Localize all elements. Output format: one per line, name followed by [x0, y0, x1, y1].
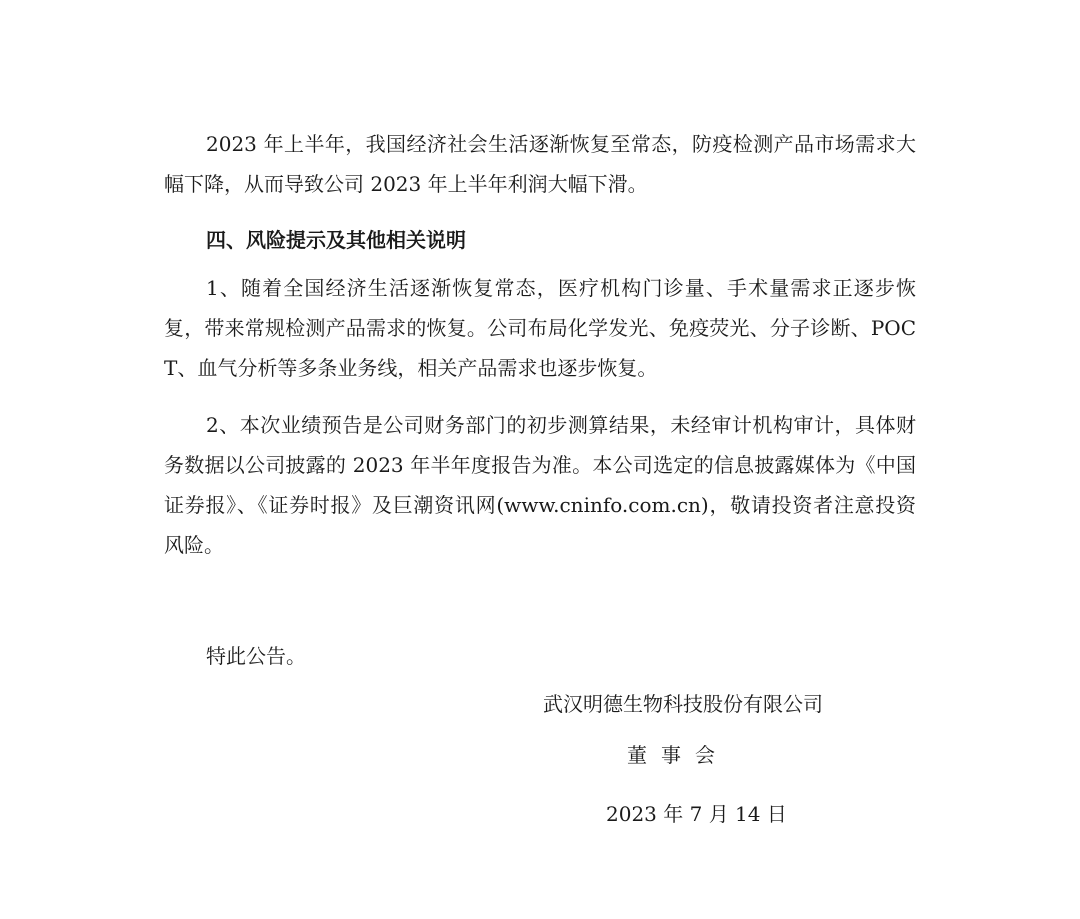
closing-statement: 特此公告。	[206, 644, 306, 668]
risk-item-2: 2、本次业绩预告是公司财务部门的初步测算结果，未经审计机构审计，具体财务数据以公司披露的 2023 年半年度报告为准。本公司选定的信息披露媒体为《中国证券报》、《证券时报》及巨潮资讯网(www.cninfo.com.cn)，敬请投资者注意投资风险。	[164, 413, 916, 557]
paragraph-profit-decline: 2023 年上半年，我国经济社会生活逐渐恢复至常态，防疫检测产品市场需求大幅下降，从而导致公司 2023 年上半年利润大幅下滑。	[164, 132, 916, 196]
company-name: 武汉明德生物科技股份有限公司	[543, 692, 823, 716]
announcement-date: 2023 年 7 月 14 日	[606, 802, 787, 826]
risk-item-1: 1、随着全国经济生活逐渐恢复常态，医疗机构门诊量、手术量需求正逐步恢复，带来常规检测产品需求的恢复。公司布局化学发光、免疫荧光、分子诊断、POCT、血气分析等多条业务线，相关产品需求也逐步恢复。	[164, 276, 916, 380]
section-heading-risk: 四、风险提示及其他相关说明	[206, 228, 466, 252]
board-of-directors: 董事会	[627, 743, 729, 767]
